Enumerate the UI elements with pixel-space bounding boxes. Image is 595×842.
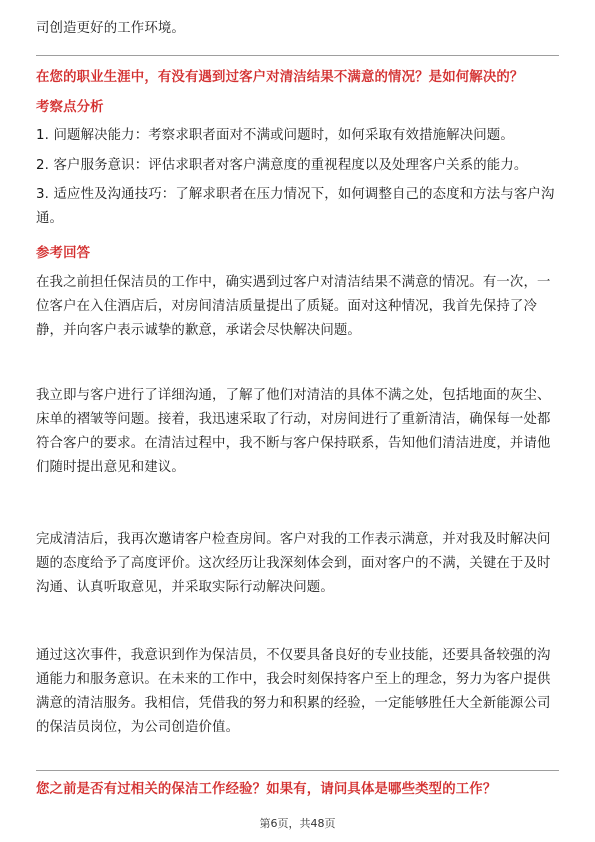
answer-paragraph: 我立即与客户进行了详细沟通，了解了他们对清洁的具体不满之处，包括地面的灰尘、床单的褶皱等问题。接着，我迅速采取了行动，对房间进行了重新清洁，确保每一处都符合客户的要求。在清洁过程中，我不断与客户保持联系，告知他们清洁进度，并请他们随时提出意见和建议。 bbox=[36, 388, 551, 475]
paragraph-continuation: 司创造更好的工作环境。 bbox=[36, 21, 185, 36]
analysis-item: 2. 客户服务意识：评估求职者对客户满意度的重视程度以及处理客户关系的能力。 bbox=[36, 158, 528, 173]
analysis-item: 1. 问题解决能力：考察求职者面对不满或问题时，如何采取有效措施解决问题。 bbox=[36, 128, 514, 143]
answer-paragraph: 在我之前担任保洁员的工作中，确实遇到过客户对清洁结果不满意的情况。有一次，一位客户在入住酒店后，对房间清洁质量提出了质疑。面对这种情况，我首先保持了冷静，并向客户表示诚挚的歉意，承诺会尽快解决问题。 bbox=[36, 275, 551, 338]
section-divider bbox=[36, 55, 559, 56]
analysis-item: 3. 适应性及沟通技巧：了解求职者在压力情况下，如何调整自己的态度和方法与客户沟通。 bbox=[36, 187, 555, 226]
answer-paragraph: 通过这次事件，我意识到作为保洁员，不仅要具备良好的专业技能，还要具备较强的沟通能力和服务意识。在未来的工作中，我会时刻保持客户至上的理念，努力为客户提供满意的清洁服务。我相信，凭借我的努力和积累的经验，一定能够胜任大全新能源公司的保洁员岗位，为公司创造价值。 bbox=[36, 648, 551, 735]
answer-paragraph: 完成清洁后，我再次邀请客户检查房间。客户对我的工作表示满意，并对我及时解决问题的态度给予了高度评价。这次经历让我深刻体会到，面对客户的不满，关键在于及时沟通、认真听取意见，并采取实际行动解决问题。 bbox=[36, 532, 551, 595]
answer-heading: 参考回答 bbox=[36, 246, 91, 261]
analysis-heading: 考察点分析 bbox=[36, 100, 104, 115]
question-heading: 您之前是否有过相关的保洁工作经验？如果有，请问具体是哪些类型的工作？ bbox=[36, 782, 497, 797]
page-number: 第6页，共48页 bbox=[259, 817, 336, 830]
question-heading: 在您的职业生涯中，有没有遇到过客户对清洁结果不满意的情况？是如何解决的？ bbox=[36, 70, 524, 85]
section-divider bbox=[36, 770, 559, 771]
